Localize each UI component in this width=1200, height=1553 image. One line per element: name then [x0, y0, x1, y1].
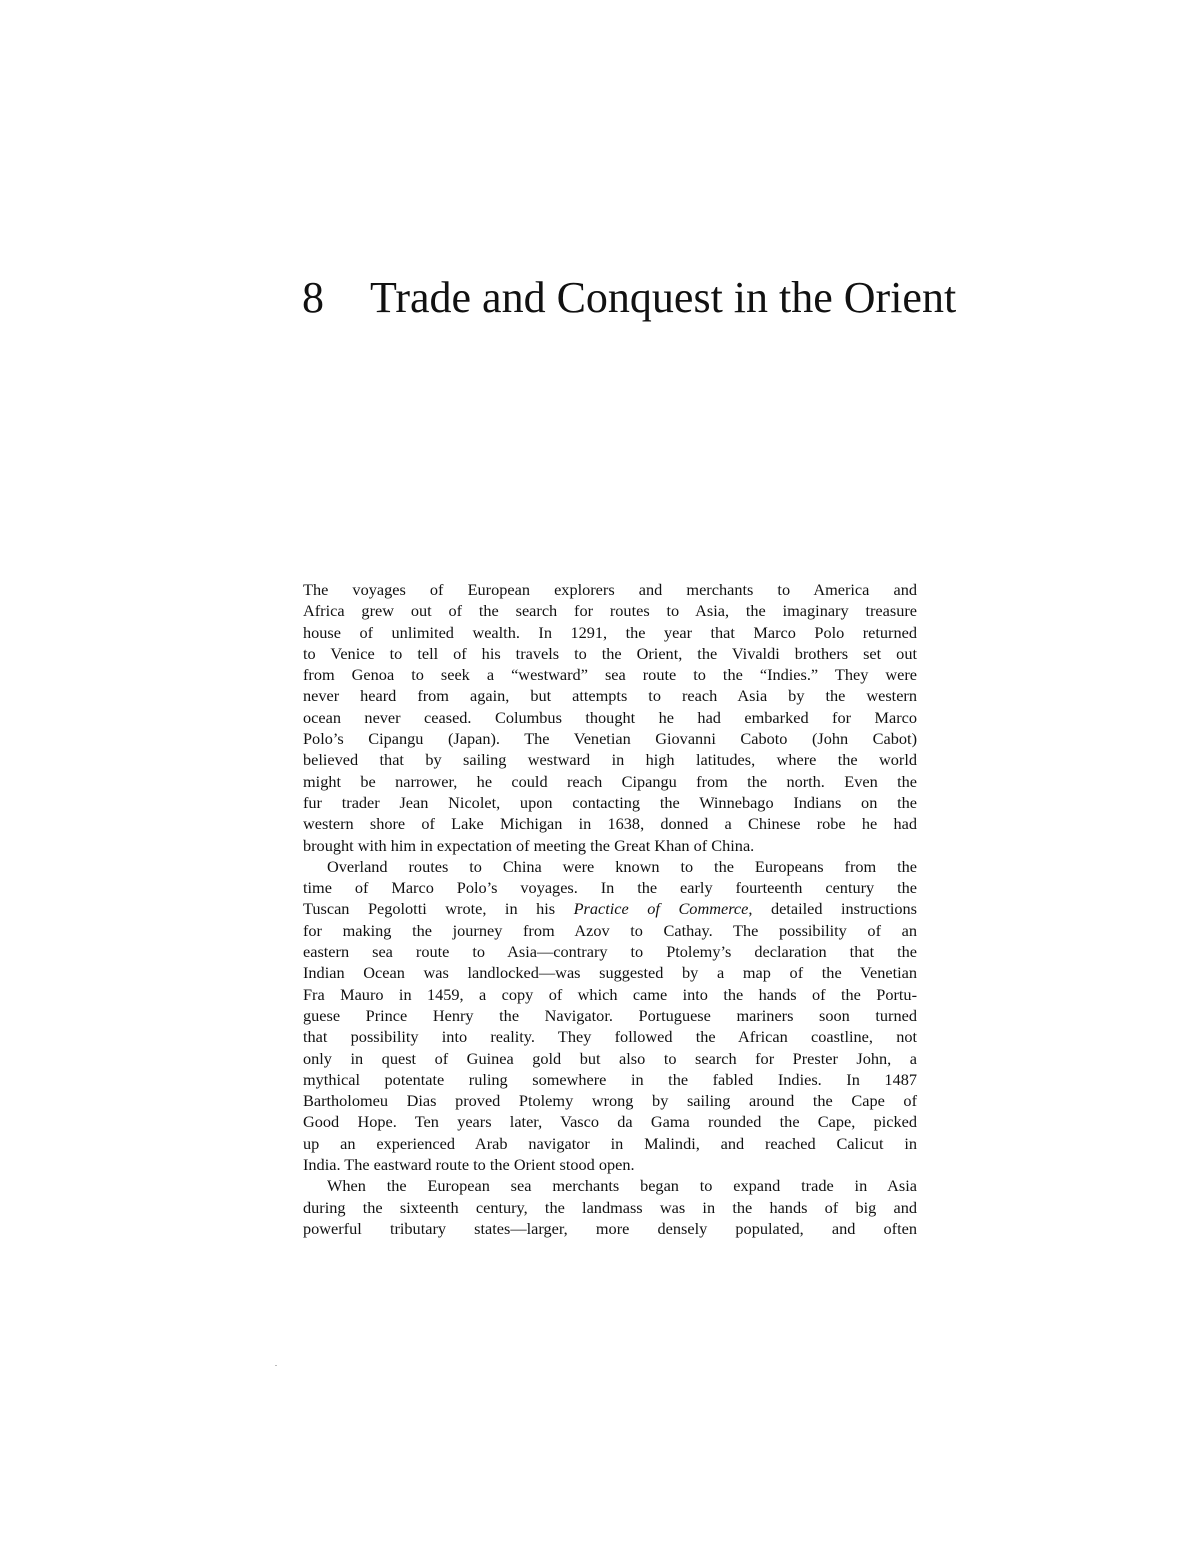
text-line: up an experienced Arab navigator in Malindi, and reached Calicut in: [303, 1133, 917, 1153]
text-line: time of Marco Polo’s voyages. In the early fourteenth century the: [303, 878, 917, 898]
text-line: eastern sea route to Asia—contrary to Ptolemy’s declaration that the: [303, 942, 917, 962]
text-line: Tuscan Pegolotti wrote, in his Practice of Commerce, detailed instructions: [303, 899, 917, 919]
text-line: for making the journey from Azov to Cathay. The possibility of an: [303, 920, 917, 940]
text-line: to Venice to tell of his travels to the Orient, the Vivaldi brothers set out: [303, 643, 917, 663]
text-line: only in quest of Guinea gold but also to search for Prester John, a: [303, 1048, 917, 1068]
text-line: Africa grew out of the search for routes to Asia, the imaginary treasure: [303, 601, 917, 621]
scan-speck: [275, 1365, 277, 1366]
text-line: brought with him in expectation of meeting the Great Khan of China.: [303, 835, 755, 855]
text-line: that possibility into reality. They followed the African coastline, not: [303, 1027, 917, 1047]
text-line: When the European sea merchants began to expand trade in Asia: [327, 1176, 917, 1196]
book-title-italic: Practice of Commerce: [573, 899, 749, 919]
text-line: Indian Ocean was landlocked—was suggested by a map of the Venetian: [303, 963, 917, 983]
text-line: from Genoa to seek a “westward” sea route to the “Indies.” They were: [303, 665, 917, 685]
paragraph: [303, 579, 917, 856]
body-text: [303, 579, 917, 1239]
text-line: Polo’s Cipangu (Japan). The Venetian Giovanni Caboto (John Cabot): [303, 729, 917, 749]
text-line: powerful tributary states—larger, more densely populated, and often: [303, 1218, 917, 1238]
text-line: Good Hope. Ten years later, Vasco da Gama rounded the Cape, picked: [303, 1112, 917, 1132]
text-line: fur trader Jean Nicolet, upon contacting the Winnebago Indians on the: [303, 792, 917, 812]
text-line: western shore of Lake Michigan in 1638, donned a Chinese robe he had: [303, 814, 917, 834]
text-line: mythical potentate ruling somewhere in the fabled Indies. In 1487: [303, 1069, 917, 1089]
text-line: Overland routes to China were known to the Europeans from the: [327, 856, 917, 876]
text-line: India. The eastward route to the Orient stood open.: [303, 1155, 635, 1175]
text-line: might be narrower, he could reach Cipangu from the north. Even the: [303, 771, 917, 791]
paragraph: [303, 856, 917, 1175]
chapter-number: 8: [302, 273, 324, 322]
text-line: Fra Mauro in 1459, a copy of which came into the hands of the Portu-: [303, 984, 917, 1004]
text-line: believed that by sailing westward in high latitudes, where the world: [303, 750, 917, 770]
text-line: The voyages of European explorers and merchants to America and: [303, 580, 917, 599]
text-line: ocean never ceased. Columbus thought he had embarked for Marco: [303, 707, 917, 727]
text-line: guese Prince Henry the Navigator. Portuguese mariners soon turned: [303, 1005, 917, 1025]
text-line: Bartholomeu Dias proved Ptolemy wrong by sailing around the Cape of: [303, 1091, 917, 1111]
text-line: house of unlimited wealth. In 1291, the year that Marco Polo returned: [303, 622, 917, 642]
paragraph: [303, 1175, 917, 1239]
text-line: never heard from again, but attempts to reach Asia by the western: [303, 686, 917, 706]
chapter-title: Trade and Conquest in the Orient: [370, 273, 957, 322]
text-line: during the sixteenth century, the landmass was in the hands of big and: [303, 1197, 917, 1217]
